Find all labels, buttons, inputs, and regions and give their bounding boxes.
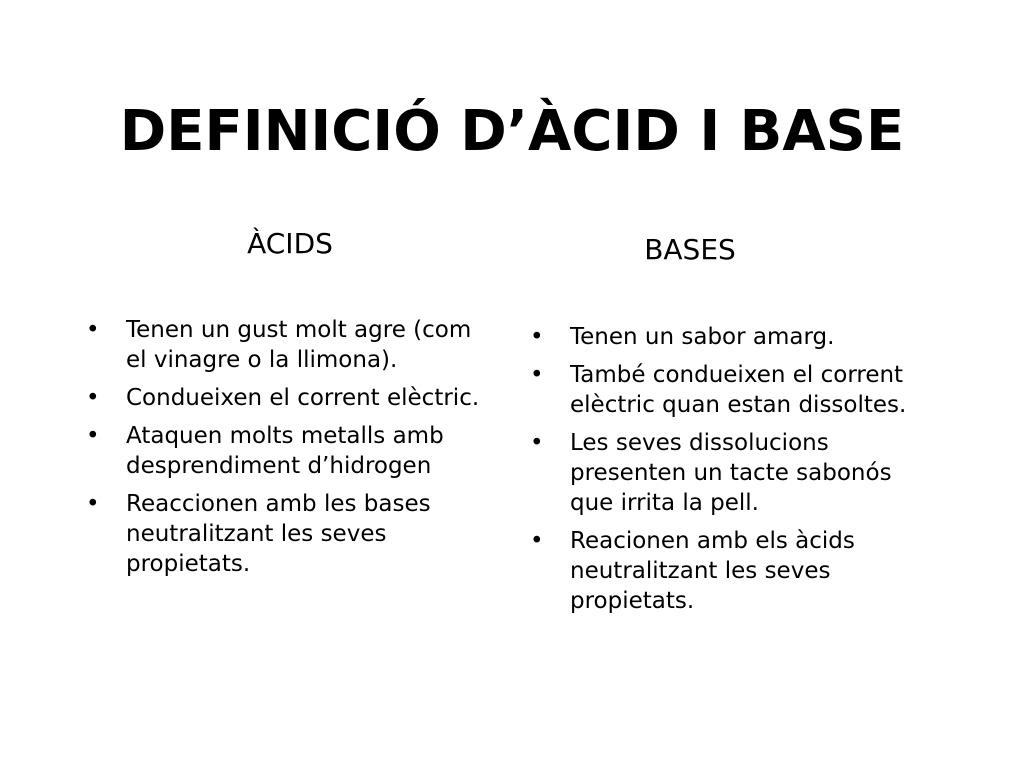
- list-item: [530, 322, 940, 352]
- bullet-icon: •: [530, 362, 544, 388]
- slide-title: DEFINICIÓ D’ÀCID I BASE: [119, 99, 905, 164]
- list-item: [530, 360, 940, 420]
- bullet-icon: •: [86, 317, 100, 343]
- list-item: [530, 428, 940, 518]
- list-item-text: Condueixen el corrent elèctric.: [126, 385, 480, 411]
- acids-list: [86, 315, 486, 587]
- list-item: [86, 421, 486, 481]
- list-item-text: Reacionen amb els àcids neutralitzant les seves propietats.: [570, 528, 855, 614]
- list-item-text: Tenen un gust molt agre (com el vinagre o la llimona).: [126, 317, 472, 373]
- bullet-icon: •: [530, 528, 544, 554]
- bullet-icon: •: [86, 491, 100, 517]
- bases-list: [530, 322, 940, 624]
- list-item-text: També condueixen el corrent elèctric quan estan dissoltes.: [570, 362, 907, 418]
- bullet-icon: •: [86, 423, 100, 449]
- list-item: [86, 489, 486, 579]
- acids-heading: ÀCIDS: [247, 227, 333, 260]
- list-item-text: Les seves dissolucions presenten un tacte sabonós que irrita la pell.: [570, 430, 892, 516]
- bullet-icon: •: [530, 430, 544, 456]
- list-item-text: Tenen un sabor amarg.: [570, 324, 835, 350]
- bullet-icon: •: [86, 385, 100, 411]
- bullet-icon: •: [530, 324, 544, 350]
- bases-heading: BASES: [644, 233, 736, 266]
- list-item: [86, 315, 486, 375]
- list-item: [530, 526, 940, 616]
- list-item-text: Reaccionen amb les bases neutralitzant les seves propietats.: [126, 491, 431, 577]
- list-item: [86, 383, 486, 413]
- list-item-text: Ataquen molts metalls amb desprendiment d’hidrogen: [126, 423, 444, 479]
